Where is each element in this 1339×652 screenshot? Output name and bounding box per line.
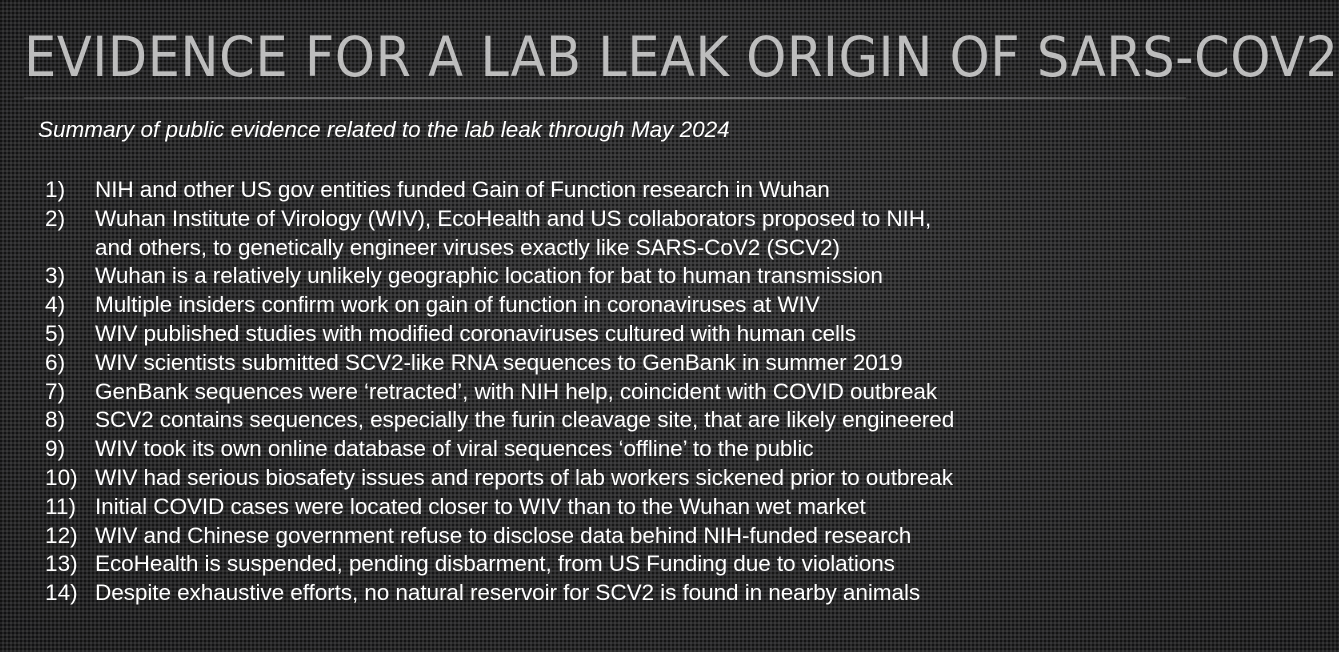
- list-item-number: 9): [45, 436, 66, 462]
- list-item-number: 1): [45, 177, 66, 202]
- list-item: [45, 176, 1195, 205]
- list-item-number: 4): [45, 292, 66, 318]
- list-item: [45, 493, 1195, 522]
- list-item-number: 13): [45, 551, 78, 577]
- list-item-text: Initial COVID cases were located closer to WIV than to the Wuhan wet market: [95, 493, 866, 519]
- list-item: [45, 291, 1195, 320]
- list-item-text: NIH and other US gov entities funded Gain of Function research in Wuhan: [95, 177, 830, 202]
- list-item-text: GenBank sequences were ‘retracted’, with NIH help, coincident with COVID outbreak: [95, 378, 938, 404]
- list-item-text: EcoHealth is suspended, pending disbarment, from US Funding due to violations: [95, 551, 895, 577]
- list-item: [45, 349, 1195, 378]
- evidence-list: [45, 176, 1195, 608]
- list-item-number: 3): [45, 263, 66, 289]
- list-item-text: WIV had serious biosafety issues and reports of lab workers sickened prior to outbreak: [95, 464, 953, 490]
- slide-subtitle: Summary of public evidence related to the lab leak through May 2024: [38, 117, 730, 142]
- list-item: [45, 464, 1195, 493]
- title-divider: [24, 97, 1186, 99]
- list-item-number: 5): [45, 320, 66, 346]
- list-item: [45, 550, 1195, 579]
- list-item-number: 11): [45, 493, 76, 519]
- list-item: [45, 320, 1195, 349]
- list-item-text: Wuhan Institute of Virology (WIV), EcoHealth and US collaborators proposed to NIH, and others, to genetically engineer viruses exactly like SARS-CoV2 (SCV2): [95, 205, 932, 260]
- list-item-number: 14): [45, 580, 78, 606]
- list-item: [45, 262, 1195, 291]
- list-item-number: 10): [45, 464, 78, 490]
- list-item: [45, 435, 1195, 464]
- list-item-text: WIV scientists submitted SCV2-like RNA sequences to GenBank in summer 2019: [95, 349, 903, 375]
- list-item: [45, 378, 1195, 407]
- list-item-number: 7): [45, 378, 66, 404]
- list-item: [45, 579, 1195, 608]
- list-item: [45, 406, 1195, 435]
- list-item: [45, 522, 1195, 551]
- list-item: [45, 205, 1195, 263]
- list-item-text: SCV2 contains sequences, especially the furin cleavage site, that are likely engineered: [95, 407, 955, 433]
- list-item-number: 6): [45, 349, 66, 375]
- list-item-text: WIV took its own online database of viral sequences ‘offline’ to the public: [95, 436, 814, 462]
- list-item-text: WIV and Chinese government refuse to disclose data behind NIH-funded research: [95, 522, 912, 548]
- list-item-text: WIV published studies with modified coronaviruses cultured with human cells: [95, 320, 857, 346]
- slide-title: EVIDENCE FOR A LAB LEAK ORIGIN OF SARS-COV2: [24, 25, 1339, 89]
- list-item-number: 2): [45, 205, 66, 231]
- list-item-number: 12): [45, 522, 78, 548]
- list-item-text: Wuhan is a relatively unlikely geographic location for bat to human transmission: [95, 263, 883, 289]
- list-item-number: 8): [45, 407, 66, 433]
- list-item-text: Multiple insiders confirm work on gain of function in coronaviruses at WIV: [95, 292, 820, 318]
- list-item-text: Despite exhaustive efforts, no natural reservoir for SCV2 is found in nearby animals: [95, 580, 921, 606]
